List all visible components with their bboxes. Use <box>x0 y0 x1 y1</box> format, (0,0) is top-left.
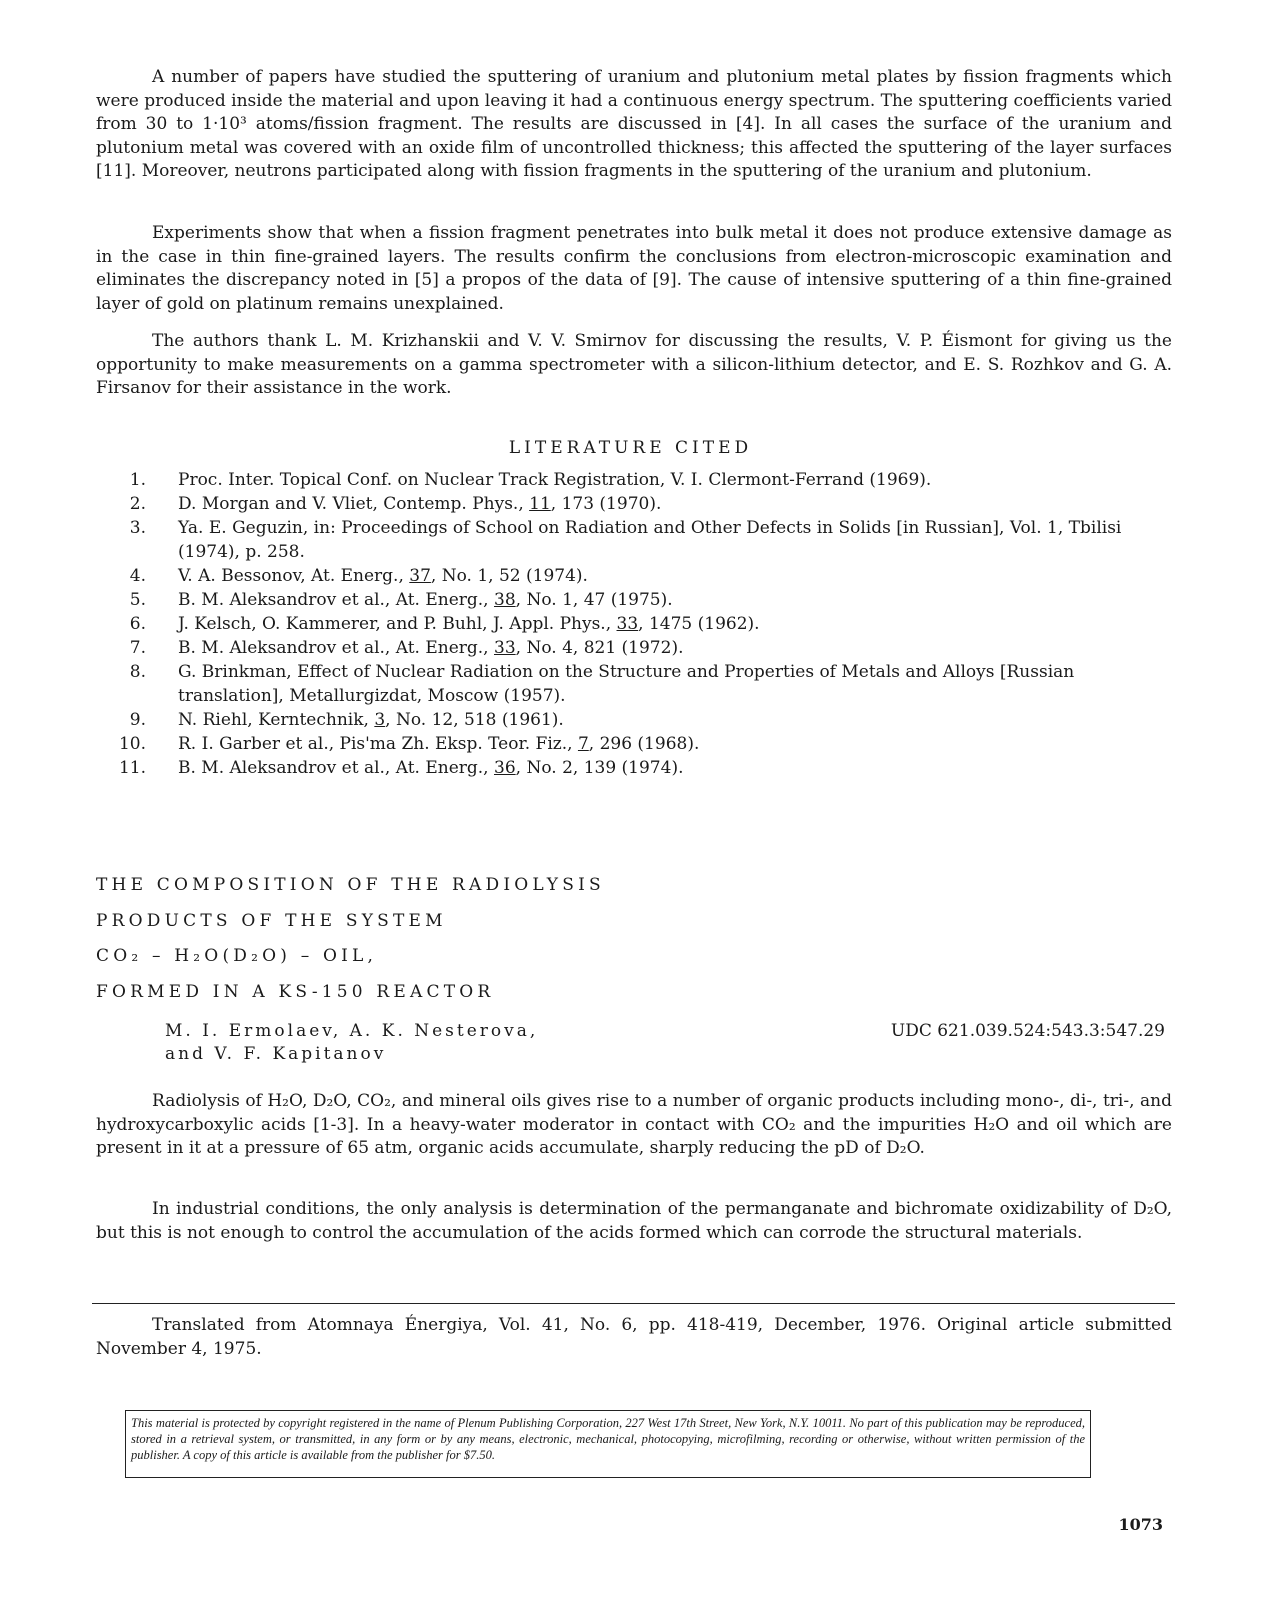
paragraph-radiolysis <box>96 1090 1172 1161</box>
paragraph-text: The authors thank L. M. Krizhanskii and V. V. Smirnov for discussing the results, V. P. Éismont for giving us the opportunity to make measurements on a gamma spectrometer with a silicon-lithium detector, and E. S. Rozhkov and G. A. Firsanov for their assistance in the work. <box>96 331 1172 398</box>
udc-code: UDC 621.039.524:543.3:547.29 <box>890 1021 1165 1041</box>
reference-number: 7. <box>129 638 146 658</box>
reference-text <box>178 660 1172 708</box>
reference-number: 3. <box>129 518 146 538</box>
reference-text <box>178 708 1172 732</box>
paragraph-text: Radiolysis of H₂O, D₂O, CO₂, and mineral oils gives rise to a number of organic products including mono-, di-, tri-, and hydroxycarboxylic acids [1-3]. In a heavy-water moderator in contact with CO₂ and the impurities H₂O and oil which are present in it at a pressure of 65 atm, organic acids accumulate, sharply reducing the pD of D₂O. <box>96 1091 1172 1158</box>
translation-note-text: Translated from Atomnaya Énergiya, Vol. 41, No. 6, pp. 418-419, December, 1976. Original article submitted November 4, 1975. <box>96 1315 1172 1359</box>
reference-details: , No. 12, 518 (1961). <box>385 710 564 730</box>
reference-text <box>178 492 1172 516</box>
reference-text <box>178 732 1172 756</box>
reference-details: , No. 2, 139 (1974). <box>515 758 684 778</box>
reference-item <box>96 516 1172 564</box>
reference-volume: 38 <box>494 590 516 610</box>
reference-citation: G. Brinkman, Effect of Nuclear Radiation on the Structure and Properties of Metals and Alloys [Russian translation], Metallurgizdat, Moscow (1957). <box>178 662 1075 706</box>
paragraph-sputtering <box>96 66 1172 184</box>
reference-citation: Ya. E. Geguzin, in: Proceedings of School on Radiation and Other Defects in Solids [in Russian], Vol. 1, Tbilisi (1974), p. 258. <box>178 518 1122 562</box>
reference-item <box>96 588 1172 612</box>
reference-details: , No. 1, 47 (1975). <box>515 590 673 610</box>
paragraph-text: Experiments show that when a fission fragment penetrates into bulk metal it does not produce extensive damage as in the case in thin fine-grained layers. The results confirm the conclusions from electron-microscopic examination and eliminates the discrepancy noted in [5] a propos of the data of [9]. The cause of intensive sputtering of a thin fine-grained layer of gold on platinum remains unexplained. <box>96 223 1172 314</box>
reference-item <box>96 636 1172 660</box>
reference-number: 11. <box>118 758 146 778</box>
reference-text <box>178 564 1172 588</box>
reference-volume: 37 <box>409 566 431 586</box>
translation-note <box>96 1314 1172 1361</box>
reference-item <box>96 708 1172 732</box>
literature-heading: LITERATURE CITED <box>508 438 753 458</box>
reference-item <box>96 756 1172 780</box>
reference-item <box>96 612 1172 636</box>
reference-details: , No. 1, 52 (1974). <box>430 566 588 586</box>
copyright-notice: This material is protected by copyright registered in the name of Plenum Publishing Corporation, 227 West 17th Street, New York, N.Y. 10011. No part of this publication may be reproduced, stored in a retrieval system, or transmitted, in any form or by any means, electronic, mechanical, photocopying, microfilming, recording or otherwise, without written permission of the publisher. A copy of this article is available from the publisher for $7.50. <box>125 1410 1091 1478</box>
footnote-divider <box>92 1303 1175 1304</box>
reference-volume: 11 <box>529 494 551 514</box>
reference-number: 2. <box>129 494 146 514</box>
reference-list <box>96 468 1172 780</box>
paragraph-industrial <box>96 1198 1172 1245</box>
reference-citation: R. I. Garber et al., Pis'ma Zh. Eksp. Teor. Fiz., <box>178 734 578 754</box>
reference-citation: B. M. Aleksandrov et al., At. Energ., <box>178 638 494 658</box>
reference-number: 6. <box>129 614 146 634</box>
article-title-line: FORMED IN A KS-150 REACTOR <box>96 981 495 1002</box>
article-title-line: THE COMPOSITION OF THE RADIOLYSIS <box>96 875 605 895</box>
paragraph-text: In industrial conditions, the only analysis is determination of the permanganate and bichromate oxidizability of D₂O, but this is not enough to control the accumulation of the acids formed which can corrode the structural materials. <box>96 1199 1172 1243</box>
reference-number: 5. <box>129 590 146 610</box>
authors-line: M. I. Ermolaev, A. K. Nesterova, <box>165 1021 539 1041</box>
reference-text <box>178 756 1172 780</box>
reference-citation: B. M. Aleksandrov et al., At. Energ., <box>178 758 494 778</box>
reference-text <box>178 636 1172 660</box>
reference-item <box>96 492 1172 516</box>
reference-number: 4. <box>129 566 146 586</box>
reference-volume: 3 <box>374 710 386 730</box>
reference-text <box>178 516 1172 564</box>
reference-number: 10. <box>118 734 146 754</box>
authors-line: and V. F. Kapitanov <box>165 1044 387 1064</box>
reference-number: 8. <box>129 662 146 682</box>
reference-volume: 7 <box>577 734 589 754</box>
reference-details: , 173 (1970). <box>550 494 662 514</box>
reference-volume: 33 <box>494 638 516 658</box>
reference-citation: N. Riehl, Kerntechnik, <box>178 710 375 730</box>
reference-item <box>96 564 1172 588</box>
reference-number: 9. <box>129 710 146 730</box>
reference-details: , 1475 (1962). <box>638 614 760 634</box>
article-title-line: CO₂ – H₂O(D₂O) – OIL, <box>96 946 378 966</box>
reference-citation: J. Kelsch, O. Kammerer, and P. Buhl, J. Appl. Phys., <box>178 614 617 634</box>
paragraph-experiments <box>96 222 1172 316</box>
reference-volume: 36 <box>494 758 516 778</box>
reference-citation: V. A. Bessonov, At. Energ., <box>178 566 410 586</box>
paragraph-text: A number of papers have studied the sputtering of uranium and plutonium metal plates by fission fragments which were produced inside the material and upon leaving it had a continuous energy spectrum. The sputtering coefficients varied from 30 to 1·10³ atoms/fission fragment. The results are discussed in [4]. In all cases the surface of the uranium and plutonium metal was covered with an oxide film of uncontrolled thickness; this affected the sputtering of the layer surfaces [11]. Moreover, neutrons participated along with fission fragments in the sputtering of the uranium and plutonium. <box>96 67 1172 181</box>
reference-citation: B. M. Aleksandrov et al., At. Energ., <box>178 590 494 610</box>
page-number: 1073 <box>1118 1515 1163 1534</box>
reference-number: 1. <box>129 470 146 490</box>
authors <box>165 1020 538 1066</box>
reference-text <box>178 612 1172 636</box>
reference-volume: 33 <box>616 614 639 634</box>
reference-text <box>178 588 1172 612</box>
reference-details: , No. 4, 821 (1972). <box>515 638 684 658</box>
reference-details: , 296 (1968). <box>588 734 700 754</box>
paragraph-acknowledgments <box>96 330 1172 401</box>
reference-item <box>96 660 1172 708</box>
reference-citation: Proc. Inter. Topical Conf. on Nuclear Track Registration, V. I. Clermont-Ferrand (1969). <box>178 470 932 490</box>
reference-item <box>96 468 1172 492</box>
reference-item <box>96 732 1172 756</box>
article-title <box>96 868 605 1010</box>
reference-citation: D. Morgan and V. Vliet, Contemp. Phys., <box>178 494 530 514</box>
reference-text <box>178 468 1172 492</box>
article-title-line: PRODUCTS OF THE SYSTEM <box>96 910 447 931</box>
